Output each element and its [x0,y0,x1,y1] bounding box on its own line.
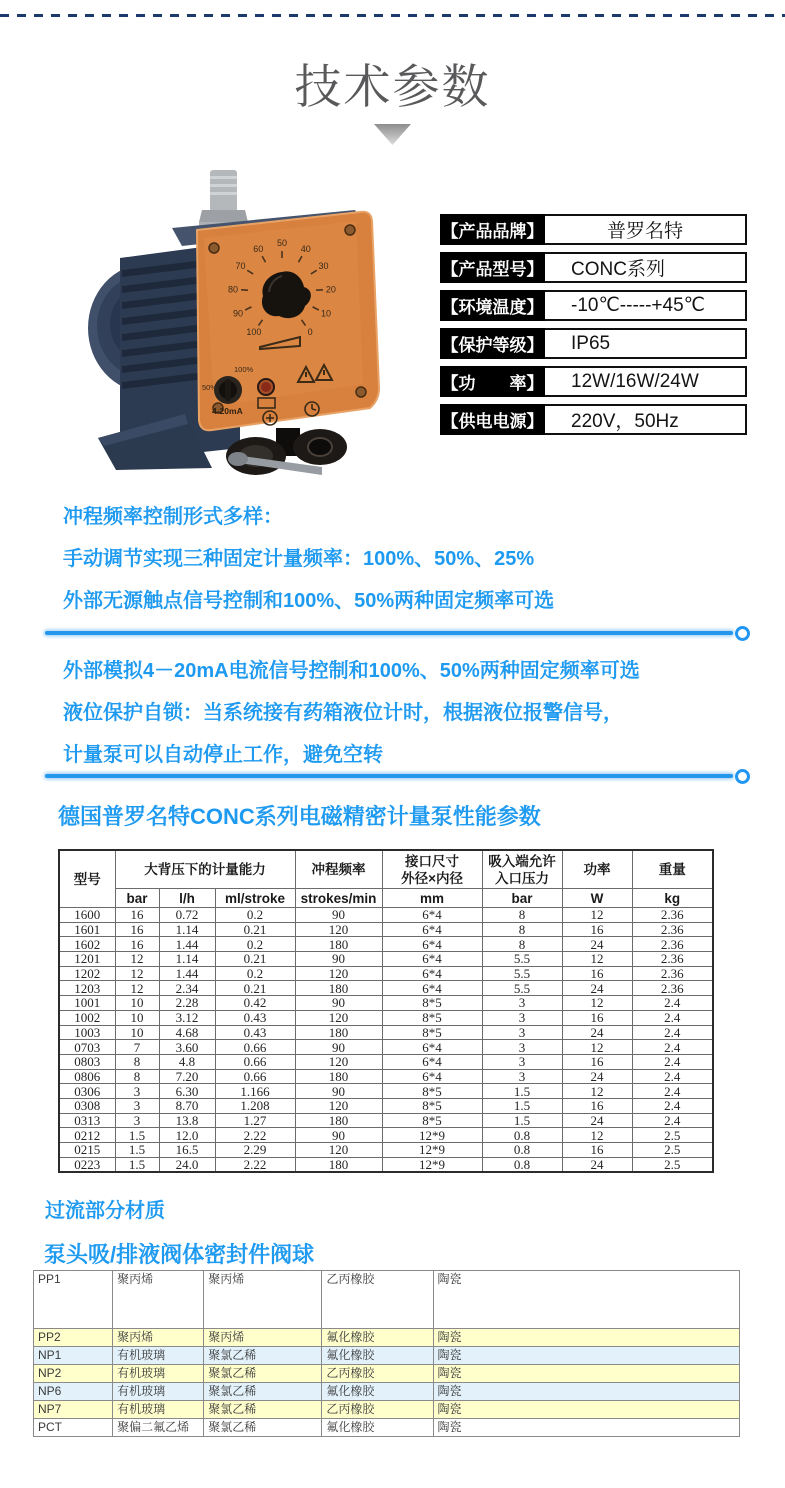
materials-cell: 乙丙橡胶 [322,1365,433,1383]
feature-line: 液位保护自锁：当系统接有药箱液位计时，根据液位报警信号， [63,702,623,724]
divider-ring-icon [735,769,750,784]
perf-cell: 10 [115,1025,159,1040]
perf-unit-cell: W [562,889,632,908]
spec-value: 220V，50Hz [545,404,747,435]
perf-row [59,1084,713,1099]
perf-cell: 0.2 [215,937,295,952]
perf-cell: 6*4 [382,981,482,996]
perf-cell: 16 [562,1010,632,1025]
perf-cell: 12 [562,1040,632,1055]
perf-cell: 1.5 [115,1128,159,1143]
perf-cell: 2.4 [632,1040,713,1055]
materials-cell: 聚丙烯 [113,1271,204,1329]
spec-row [440,214,747,245]
perf-row [59,981,713,996]
perf-cell: 8 [115,1054,159,1069]
perf-cell: 8*5 [382,1025,482,1040]
perf-cell: 120 [295,1054,382,1069]
perf-cell: 12 [115,966,159,981]
materials-cell: 有机玻璃 [113,1365,204,1383]
spec-row [440,252,747,283]
perf-cell: 1003 [59,1025,115,1040]
materials-cell: 聚氯乙稀 [204,1347,322,1365]
perf-cell: 90 [295,1040,382,1055]
materials-row [34,1271,740,1329]
materials-cell: NP7 [34,1401,113,1419]
materials-cell: 聚氯乙稀 [204,1401,322,1419]
perf-cell: 3.60 [159,1040,215,1055]
perf-cell: 2.4 [632,1010,713,1025]
bottom-connectors [226,428,347,475]
perf-cell: 6*4 [382,908,482,923]
perf-cell: 1600 [59,908,115,923]
perf-cell: 16 [115,908,159,923]
section-divider [45,626,750,641]
divider-line [45,774,733,778]
perf-cell: 3 [482,1069,562,1084]
perf-cell: 2.4 [632,996,713,1011]
perf-cell: 16 [562,1054,632,1069]
dial-label: 80 [228,284,239,295]
spec-label: 【保护等级】 [440,328,545,359]
perf-cell: 8*5 [382,996,482,1011]
perf-cell: 6*4 [382,1040,482,1055]
spec-value: 12W/16W/24W [545,366,747,397]
materials-cell: 陶瓷 [433,1383,739,1401]
perf-cell: 16 [115,937,159,952]
materials-cell: 聚丙烯 [204,1271,322,1329]
feature-paragraph-2 [63,650,640,776]
perf-cell: 4.8 [159,1054,215,1069]
perf-row [59,996,713,1011]
perf-cell: 0806 [59,1069,115,1084]
dial-label: 60 [253,244,264,255]
materials-cell: NP2 [34,1365,113,1383]
perf-cell: 2.22 [215,1157,295,1172]
perf-cell: 0313 [59,1113,115,1128]
spec-label: 【产品品牌】 [440,214,545,245]
perf-cell: 24 [562,937,632,952]
perf-cell: 8*5 [382,1098,482,1113]
materials-heading-1: 过流部分材质 [45,1200,165,1222]
perf-row [59,908,713,923]
perf-cell: 12.0 [159,1128,215,1143]
materials-cell: 氟化橡胶 [322,1419,433,1437]
perf-cell: 1601 [59,922,115,937]
materials-cell: 有机玻璃 [113,1347,204,1365]
perf-row [59,1128,713,1143]
materials-cell: PP1 [34,1271,113,1329]
feature-line: 外部模拟4－20mA电流信号控制和100%、50%两种固定频率可选 [63,660,640,682]
perf-cell: 90 [295,1128,382,1143]
materials-cell: 陶瓷 [433,1401,739,1419]
perf-col-suction: 吸入端允许 入口压力 [482,850,562,889]
perf-cell: 6*4 [382,952,482,967]
svg-text:50%: 50% [202,383,218,392]
perf-cell: 2.4 [632,1025,713,1040]
perf-cell: 180 [295,1069,382,1084]
dial-label: 70 [235,261,246,272]
perf-cell: 1002 [59,1010,115,1025]
perf-cell: 24 [562,1069,632,1084]
materials-heading-2: 泵头吸/排液阀体密封件阀球 [44,1242,315,1267]
perf-cell: 0223 [59,1157,115,1172]
dial-label: 90 [232,308,243,319]
materials-cell: 陶瓷 [433,1329,739,1347]
perf-cell: 16 [562,1143,632,1158]
perf-cell: 16 [562,966,632,981]
svg-text:100%: 100% [234,365,254,374]
perf-cell: 6*4 [382,922,482,937]
perf-cell: 0.43 [215,1010,295,1025]
perf-cell: 2.5 [632,1143,713,1158]
perf-cell: 1.44 [159,966,215,981]
perf-cell: 3 [482,1010,562,1025]
perf-cell: 6*4 [382,937,482,952]
down-arrow-icon [374,124,411,145]
perf-cell: 7 [115,1040,159,1055]
perf-cell: 120 [295,1098,382,1113]
perf-cell: 0306 [59,1084,115,1099]
perf-cell: 1202 [59,966,115,981]
perf-col-capacity: 大背压下的计量能力 [115,850,295,889]
perf-cell: 0212 [59,1128,115,1143]
perf-cell: 2.5 [632,1128,713,1143]
perf-cell: 180 [295,1157,382,1172]
perf-cell: 8 [482,922,562,937]
spec-label: 【环境温度】 [440,290,545,321]
materials-cell: 陶瓷 [433,1419,739,1437]
perf-unit-cell: ml/stroke [215,889,295,908]
perf-table-title: 德国普罗名特CONC系列电磁精密计量泵性能参数 [58,804,541,829]
perf-cell: 1.14 [159,952,215,967]
perf-cell: 0.66 [215,1054,295,1069]
perf-cell: 12 [562,996,632,1011]
perf-cell: 180 [295,937,382,952]
perf-unit-cell: l/h [159,889,215,908]
feature-paragraph-1 [63,496,554,622]
perf-unit-cell: bar [115,889,159,908]
perf-cell: 8*5 [382,1010,482,1025]
perf-col-weight: 重量 [632,850,713,889]
feature-line: 外部无源触点信号控制和100%、50%两种固定频率可选 [63,590,555,612]
materials-cell: 陶瓷 [433,1365,739,1383]
materials-cell: 聚丙烯 [113,1329,204,1347]
materials-row [34,1401,740,1419]
perf-cell: 1.5 [115,1143,159,1158]
perf-cell: 8 [482,937,562,952]
perf-cell: 10 [115,1010,159,1025]
perf-cell: 8*5 [382,1084,482,1099]
perf-cell: 3 [482,996,562,1011]
perf-cell: 2.34 [159,981,215,996]
perf-row [59,922,713,937]
divider-ring-icon [735,626,750,641]
perf-row [59,1069,713,1084]
perf-cell: 2.36 [632,922,713,937]
perf-row [59,1025,713,1040]
perf-table-body [59,908,713,1173]
perf-cell: 120 [295,922,382,937]
perf-cell: 0215 [59,1143,115,1158]
materials-row [34,1365,740,1383]
perf-cell: 24 [562,981,632,996]
perf-cell: 2.4 [632,1069,713,1084]
perf-row [59,966,713,981]
perf-cell: 8 [115,1069,159,1084]
dial-label: 0 [307,327,313,338]
perf-cell: 24 [562,1157,632,1172]
perf-cell: 3 [482,1054,562,1069]
materials-cell: PCT [34,1419,113,1437]
performance-table [58,849,714,1173]
perf-cell: 12*9 [382,1143,482,1158]
perf-cell: 90 [295,952,382,967]
perf-cell: 3.12 [159,1010,215,1025]
perf-cell: 2.4 [632,1113,713,1128]
spec-label: 【功 率】 [440,366,545,397]
materials-row [34,1347,740,1365]
perf-cell: 0.21 [215,952,295,967]
materials-cell: 氟化橡胶 [322,1329,433,1347]
materials-row [34,1383,740,1401]
materials-table-body [34,1271,740,1437]
section-divider [45,769,750,784]
materials-cell: 聚偏二氟乙烯 [113,1419,204,1437]
perf-col-stroke-freq: 冲程频率 [295,850,382,889]
perf-cell: 0.8 [482,1128,562,1143]
perf-cell: 7.20 [159,1069,215,1084]
perf-cell: 0.72 [159,908,215,923]
perf-cell: 1.5 [115,1157,159,1172]
perf-unit-cell: bar [482,889,562,908]
perf-row [59,1098,713,1113]
perf-cell: 1.5 [482,1084,562,1099]
perf-cell: 3 [482,1025,562,1040]
perf-cell: 0.21 [215,922,295,937]
materials-cell: 有机玻璃 [113,1401,204,1419]
perf-cell: 5.5 [482,981,562,996]
perf-cell: 3 [115,1084,159,1099]
perf-cell: 0.21 [215,981,295,996]
perf-cell: 2.36 [632,952,713,967]
spec-row [440,366,747,397]
perf-cell: 0.2 [215,908,295,923]
perf-row [59,937,713,952]
perf-cell: 2.28 [159,996,215,1011]
perf-cell: 1602 [59,937,115,952]
materials-row [34,1329,740,1347]
perf-cell: 0.43 [215,1025,295,1040]
perf-row [59,1054,713,1069]
dial-label: 30 [318,261,329,272]
materials-cell: 陶瓷 [433,1271,739,1329]
perf-cell: 16 [115,922,159,937]
perf-col-power: 功率 [562,850,632,889]
materials-row [34,1419,740,1437]
perf-cell: 180 [295,981,382,996]
perf-cell: 1.27 [215,1113,295,1128]
materials-cell: 陶瓷 [433,1347,739,1365]
perf-cell: 180 [295,1025,382,1040]
perf-cell: 12*9 [382,1157,482,1172]
perf-cell: 1201 [59,952,115,967]
perf-cell: 12 [115,981,159,996]
perf-cell: 10 [115,996,159,1011]
perf-unit-cell: kg [632,889,713,908]
perf-cell: 1.44 [159,937,215,952]
perf-cell: 90 [295,996,382,1011]
top-dashed-divider [0,14,785,17]
page-title: 技术参数 [294,60,491,113]
perf-cell: 0703 [59,1040,115,1055]
spec-row [440,404,747,435]
spec-value: 普罗名特 [545,214,747,245]
perf-cell: 24.0 [159,1157,215,1172]
perf-cell: 2.36 [632,981,713,996]
perf-row [59,1040,713,1055]
perf-cell: 16 [562,1098,632,1113]
perf-cell: 0.8 [482,1143,562,1158]
materials-cell: 氟化橡胶 [322,1347,433,1365]
perf-cell: 3 [115,1098,159,1113]
spec-value: IP65 [545,328,747,359]
dial-label: 20 [325,284,336,295]
materials-cell: 聚氯乙稀 [204,1383,322,1401]
perf-cell: 2.36 [632,966,713,981]
perf-row [59,1113,713,1128]
perf-cell: 4.68 [159,1025,215,1040]
perf-cell: 12 [562,1128,632,1143]
perf-cell: 8.70 [159,1098,215,1113]
perf-cell: 16.5 [159,1143,215,1158]
dial-label: 100 [246,327,262,338]
perf-row [59,1143,713,1158]
dial-label: 50 [276,238,288,248]
perf-cell: 6*4 [382,1054,482,1069]
divider-line [45,631,733,635]
materials-cell: 聚丙烯 [204,1329,322,1347]
materials-cell: 乙丙橡胶 [322,1271,433,1329]
materials-cell: NP1 [34,1347,113,1365]
perf-cell: 24 [562,1113,632,1128]
perf-cell: 180 [295,1113,382,1128]
spec-label: 【产品型号】 [440,252,545,283]
perf-cell: 2.36 [632,908,713,923]
perf-cell: 8 [482,908,562,923]
materials-cell: 乙丙橡胶 [322,1401,433,1419]
perf-unit-cell: mm [382,889,482,908]
perf-col-model: 型号 [59,850,115,908]
perf-cell: 1.166 [215,1084,295,1099]
perf-cell: 2.4 [632,1084,713,1099]
perf-cell: 12 [562,1084,632,1099]
perf-cell: 12 [562,952,632,967]
materials-table [33,1270,740,1437]
spec-row [440,328,747,359]
indicator-light-core [261,382,271,392]
perf-cell: 8*5 [382,1113,482,1128]
spec-value: -10℃-----+45℃ [545,290,747,321]
perf-cell: 12 [115,952,159,967]
spec-value: CONC系列 [545,252,747,283]
materials-cell: NP6 [34,1383,113,1401]
materials-cell: PP2 [34,1329,113,1347]
perf-cell: 120 [295,1010,382,1025]
perf-cell: 24 [562,1025,632,1040]
perf-cell: 0.2 [215,966,295,981]
materials-cell: 氟化橡胶 [322,1383,433,1401]
perf-row [59,1010,713,1025]
perf-cell: 120 [295,1143,382,1158]
perf-cell: 1.5 [482,1113,562,1128]
materials-cell: 聚氯乙稀 [204,1419,322,1437]
perf-cell: 12*9 [382,1128,482,1143]
perf-cell: 120 [295,966,382,981]
materials-cell: 有机玻璃 [113,1383,204,1401]
perf-cell: 0.8 [482,1157,562,1172]
perf-cell: 13.8 [159,1113,215,1128]
perf-cell: 2.4 [632,1054,713,1069]
perf-col-port-size: 接口尺寸 外径×内径 [382,850,482,889]
perf-cell: 3 [115,1113,159,1128]
product-photo [60,166,432,476]
perf-cell: 6*4 [382,1069,482,1084]
perf-cell: 90 [295,1084,382,1099]
perf-cell: 2.29 [215,1143,295,1158]
perf-cell: 5.5 [482,952,562,967]
perf-cell: 2.22 [215,1128,295,1143]
perf-cell: 1203 [59,981,115,996]
perf-cell: 16 [562,922,632,937]
perf-cell: 2.4 [632,1098,713,1113]
perf-cell: 2.36 [632,937,713,952]
spec-row [440,290,747,321]
perf-cell: 0308 [59,1098,115,1113]
perf-cell: 1.14 [159,922,215,937]
perf-cell: 0.66 [215,1069,295,1084]
perf-row [59,1157,713,1172]
perf-cell: 0.66 [215,1040,295,1055]
perf-cell: 1.208 [215,1098,295,1113]
materials-cell: 聚氯乙稀 [204,1365,322,1383]
dial-label: 10 [321,308,332,319]
feature-line: 手动调节实现三种固定计量频率：100%、50%、25% [63,548,535,570]
feature-line: 计量泵可以自动停止工作，避免空转 [63,744,383,766]
perf-cell: 6*4 [382,966,482,981]
perf-cell: 90 [295,908,382,923]
feature-line: 冲程频率控制形式多样： [63,506,283,528]
perf-row [59,952,713,967]
perf-cell: 2.5 [632,1157,713,1172]
spec-list [440,214,747,442]
perf-cell: 6.30 [159,1084,215,1099]
svg-text:4-20mA: 4-20mA [212,406,243,416]
dial-label: 40 [300,244,311,255]
spec-label: 【供电电源】 [440,404,545,435]
perf-cell: 5.5 [482,966,562,981]
perf-cell: 0803 [59,1054,115,1069]
perf-cell: 1.5 [482,1098,562,1113]
perf-cell: 0.42 [215,996,295,1011]
perf-cell: 12 [562,908,632,923]
perf-cell: 3 [482,1040,562,1055]
perf-unit-cell: strokes/min [295,889,382,908]
perf-cell: 1001 [59,996,115,1011]
